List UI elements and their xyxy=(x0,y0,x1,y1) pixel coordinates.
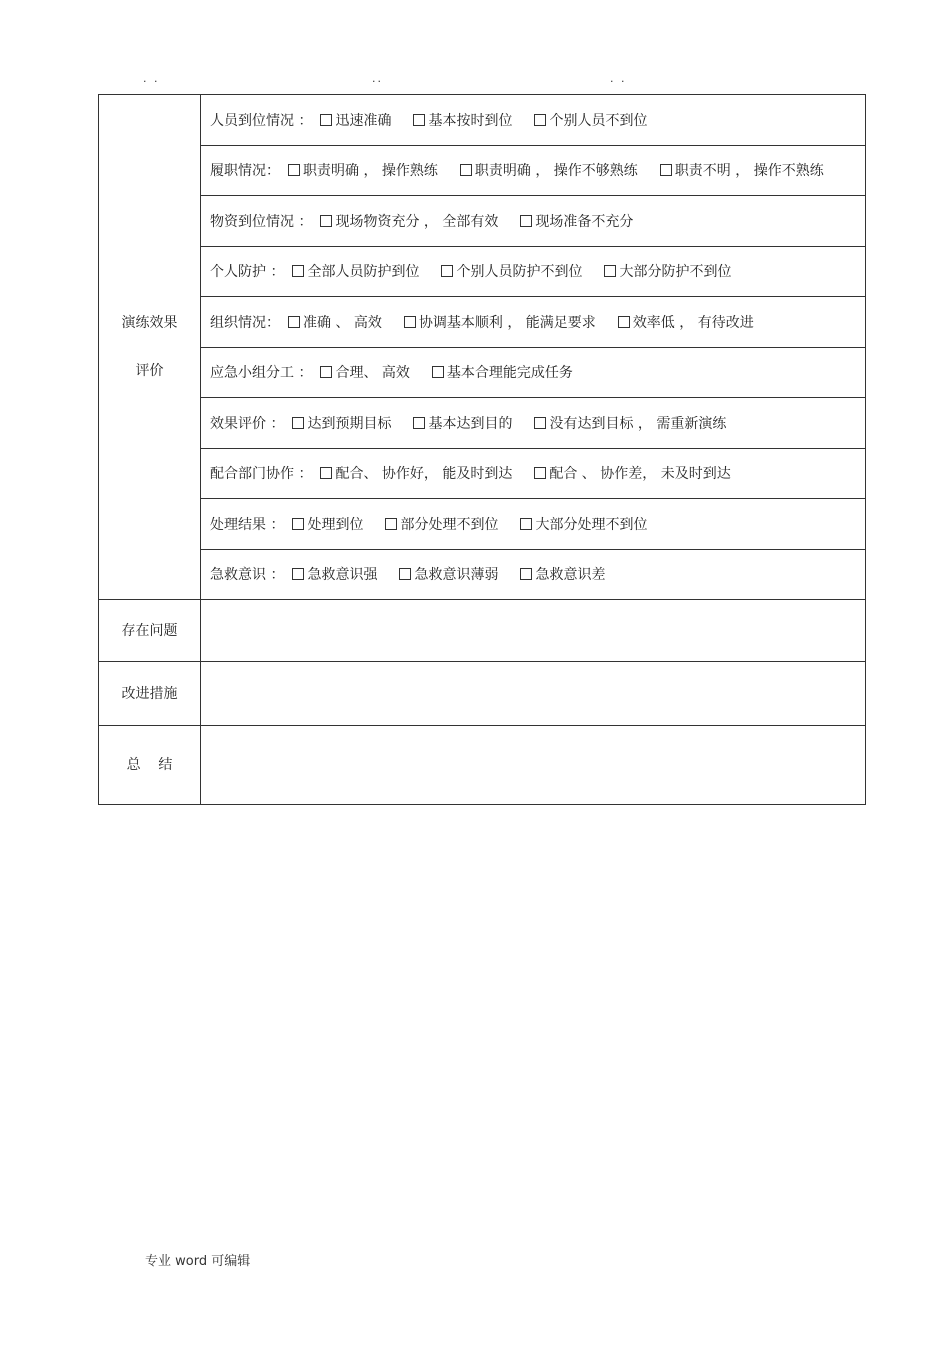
option-label: 急救意识差 xyxy=(535,567,606,584)
option-checkbox[interactable] xyxy=(292,514,363,534)
problems-field[interactable] xyxy=(201,600,866,662)
checkbox-icon[interactable] xyxy=(320,215,332,227)
option-checkbox[interactable] xyxy=(320,211,498,231)
option-label: 个别人员防护不到位 xyxy=(456,264,583,281)
option-checkbox[interactable] xyxy=(320,362,409,382)
option-checkbox[interactable] xyxy=(399,564,498,584)
eval-row-label: 急救意识 ： xyxy=(210,567,285,584)
eval-row-label: 配合部门协作 ： xyxy=(210,466,313,483)
option-label: 大部分处理不到位 xyxy=(535,516,648,533)
eval-row-label: 个人防护 ： xyxy=(210,264,285,281)
checkbox-icon[interactable] xyxy=(604,265,616,277)
eval-row xyxy=(201,145,866,196)
checkbox-icon[interactable] xyxy=(385,518,397,530)
option-checkbox[interactable] xyxy=(292,413,391,433)
checkbox-icon[interactable] xyxy=(292,568,304,580)
option-checkbox[interactable] xyxy=(520,211,633,231)
option-checkbox[interactable] xyxy=(288,312,382,332)
option-label: 配合 、 协作差， 未及时到达 xyxy=(549,466,731,483)
checkbox-icon[interactable] xyxy=(404,316,416,328)
checkbox-icon[interactable] xyxy=(292,518,304,530)
option-label: 达到预期目标 xyxy=(307,415,392,432)
option-label: 现场准备不充分 xyxy=(535,213,634,230)
eval-row-label: 应急小组分工 ： xyxy=(210,365,313,382)
option-checkbox[interactable] xyxy=(413,413,512,433)
option-label: 基本按时到位 xyxy=(428,112,513,129)
improve-field[interactable] xyxy=(201,662,866,726)
checkbox-icon[interactable] xyxy=(520,518,532,530)
eval-row-label: 效果评价 ： xyxy=(210,415,285,432)
eval-row xyxy=(201,196,866,247)
option-checkbox[interactable] xyxy=(520,514,647,534)
option-label: 急救意识薄弱 xyxy=(414,567,499,584)
checkbox-icon[interactable] xyxy=(292,265,304,277)
checkbox-icon[interactable] xyxy=(413,417,425,429)
option-label: 职责不明 ， 操作不熟练 xyxy=(674,163,824,180)
checkbox-icon[interactable] xyxy=(660,164,672,176)
option-checkbox[interactable] xyxy=(534,413,726,433)
eval-row-label: 组织情况： xyxy=(210,314,280,331)
option-checkbox[interactable] xyxy=(660,160,824,180)
option-label: 迅速准确 xyxy=(335,112,392,129)
option-checkbox[interactable] xyxy=(320,110,391,130)
eval-row-label: 履职情况： xyxy=(210,163,280,180)
eval-row-label: 物资到位情况 ： xyxy=(210,213,313,230)
option-label: 没有达到目标 ， 需重新演练 xyxy=(549,415,727,432)
option-label: 急救意识强 xyxy=(307,567,378,584)
section-label xyxy=(99,95,201,600)
option-label: 基本合理能完成任务 xyxy=(446,365,573,382)
option-label: 现场物资充分 ， 全部有效 xyxy=(335,213,499,230)
option-checkbox[interactable] xyxy=(432,362,573,382)
checkbox-icon[interactable] xyxy=(432,366,444,378)
eval-row xyxy=(201,297,866,348)
checkbox-icon[interactable] xyxy=(288,316,300,328)
checkbox-icon[interactable] xyxy=(288,164,300,176)
improve-label: 改进措施 xyxy=(99,662,201,726)
option-label: 职责明确 ， 操作熟练 xyxy=(303,163,438,180)
option-checkbox[interactable] xyxy=(534,463,730,483)
option-checkbox[interactable] xyxy=(385,514,498,534)
option-checkbox[interactable] xyxy=(288,160,438,180)
checkbox-icon[interactable] xyxy=(520,215,532,227)
checkbox-icon[interactable] xyxy=(534,114,546,126)
summary-label: 总 结 xyxy=(99,726,201,805)
option-checkbox[interactable] xyxy=(460,160,638,180)
option-label: 基本达到目的 xyxy=(428,415,513,432)
header-dots-right: . . xyxy=(610,72,627,85)
eval-row xyxy=(201,347,866,398)
option-label: 处理到位 xyxy=(307,516,364,533)
eval-row xyxy=(201,499,866,550)
option-checkbox[interactable] xyxy=(413,110,512,130)
checkbox-icon[interactable] xyxy=(320,467,332,479)
footer-note: 专业 word 可编辑 xyxy=(145,1254,251,1269)
checkbox-icon[interactable] xyxy=(534,417,546,429)
checkbox-icon[interactable] xyxy=(534,467,546,479)
option-checkbox[interactable] xyxy=(320,463,512,483)
checkbox-icon[interactable] xyxy=(399,568,411,580)
drill-evaluation-table xyxy=(98,94,866,805)
option-label: 职责明确 ， 操作不够熟练 xyxy=(474,163,638,180)
option-label: 合理、 高效 xyxy=(335,365,410,382)
eval-row xyxy=(201,246,866,297)
option-label: 效率低 ， 有待改进 xyxy=(632,314,754,331)
problems-label: 存在问题 xyxy=(99,600,201,662)
section-label-line1: 演练效果 xyxy=(121,315,178,331)
eval-row-label: 人员到位情况 ： xyxy=(210,112,313,129)
option-label: 配合、 协作好， 能及时到达 xyxy=(335,466,513,483)
option-checkbox[interactable] xyxy=(604,261,731,281)
section-label-line2: 评价 xyxy=(135,363,164,379)
header-dots-mid: .. xyxy=(372,72,383,85)
checkbox-icon[interactable] xyxy=(320,366,332,378)
checkbox-icon[interactable] xyxy=(320,114,332,126)
option-checkbox[interactable] xyxy=(520,564,605,584)
option-checkbox[interactable] xyxy=(292,261,419,281)
eval-row xyxy=(201,398,866,449)
summary-field[interactable] xyxy=(201,726,866,805)
option-checkbox[interactable] xyxy=(618,312,754,332)
option-checkbox[interactable] xyxy=(534,110,647,130)
eval-row-label: 处理结果 ： xyxy=(210,516,285,533)
checkbox-icon[interactable] xyxy=(413,114,425,126)
option-label: 个别人员不到位 xyxy=(549,112,648,129)
option-label: 全部人员防护到位 xyxy=(307,264,420,281)
checkbox-icon[interactable] xyxy=(460,164,472,176)
eval-row xyxy=(201,549,866,600)
checkbox-icon[interactable] xyxy=(618,316,630,328)
eval-row xyxy=(201,95,866,146)
header-dots-left: . . xyxy=(143,72,160,85)
option-checkbox[interactable] xyxy=(441,261,582,281)
checkbox-icon[interactable] xyxy=(441,265,453,277)
checkbox-icon[interactable] xyxy=(520,568,532,580)
option-label: 大部分防护不到位 xyxy=(619,264,732,281)
option-label: 协调基本顺利 ， 能满足要求 xyxy=(418,314,596,331)
option-checkbox[interactable] xyxy=(404,312,596,332)
option-checkbox[interactable] xyxy=(292,564,377,584)
checkbox-icon[interactable] xyxy=(292,417,304,429)
option-label: 部分处理不到位 xyxy=(400,516,499,533)
eval-row xyxy=(201,448,866,499)
option-label: 准确 、 高效 xyxy=(303,314,382,331)
